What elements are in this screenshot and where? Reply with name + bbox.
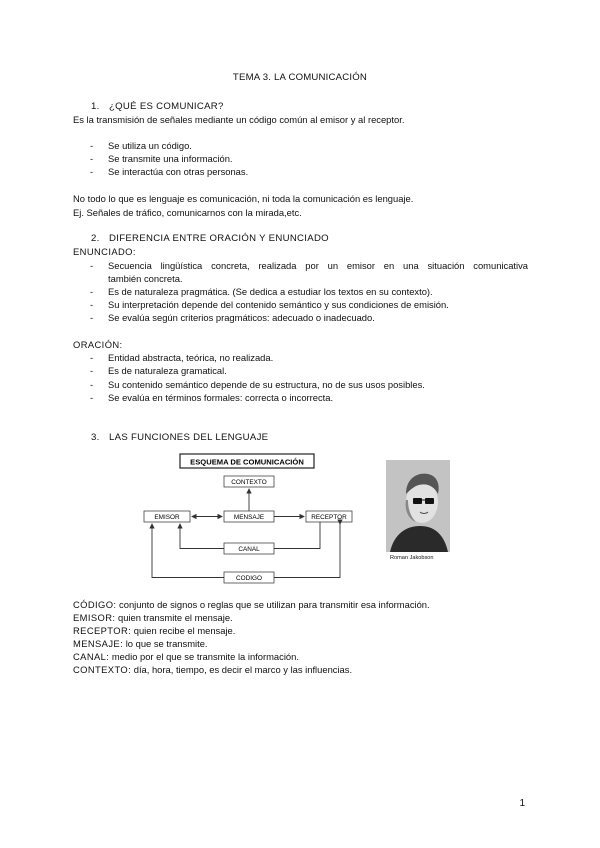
definition-item — [73, 612, 233, 623]
list-item-text: Entidad abstracta, teórica, no realizada. — [108, 352, 274, 363]
example-text: Ej. Señales de tráfico, comunicarnos con la mirada,etc. — [73, 207, 302, 218]
contexto-label: CONTEXTO — [231, 479, 267, 486]
list-item-text: Su interpretación depende del contenido semántico y sus condiciones de emisión. — [108, 299, 449, 310]
diagram-arrows — [152, 489, 340, 578]
list-item-text: Su contenido semántico depende de su estructura, no de sus usos posibles. — [108, 379, 425, 390]
definition-term: CANAL: — [73, 651, 110, 662]
list-item-text: Se evalúa en términos formales: correcta o incorrecta. — [108, 392, 334, 403]
definition-item — [73, 599, 430, 610]
emisor-label: EMISOR — [154, 514, 180, 521]
list-item-text: Secuencia lingüística concreta, realizada por un emisor en una situación comunicativa — [108, 260, 528, 271]
section-2-number: 2. — [91, 233, 100, 244]
section-1-title: ¿QUÉ ES COMUNICAR? — [109, 101, 224, 112]
list-item-text: Es de naturaleza gramatical. — [108, 365, 227, 376]
list-item-text: Se evalúa según criterios pragmáticos: adecuado o inadecuado. — [108, 312, 375, 323]
section-1-heading — [91, 101, 224, 112]
list-item-text: Se interactúa con otras personas. — [108, 166, 249, 177]
section-3-number: 3. — [91, 432, 100, 443]
definition-text: lo que se transmite. — [123, 638, 208, 649]
enunciado-label: ENUNCIADO: — [73, 246, 136, 257]
definition-text: conjunto de signos o reglas que se utilizan para transmitir esa información. — [116, 599, 430, 610]
list-item-text: Se transmite una información. — [108, 153, 233, 164]
diagram-title: ESQUEMA DE COMUNICACIÓN — [190, 457, 304, 467]
note-text: No todo lo que es lenguaje es comunicación, ni toda la comunicación es lenguaje. — [73, 193, 414, 204]
definition-text: día, hora, tiempo, es decir el marco y las influencias. — [131, 664, 353, 675]
definition-term: RECEPTOR: — [73, 625, 132, 636]
jakobson-photo — [386, 460, 450, 552]
definition-term: MENSAJE: — [73, 638, 124, 649]
list-item-text: Es de naturaleza pragmática. (Se dedica a estudiar los textos en su contexto). — [108, 286, 433, 297]
definition-item — [73, 638, 208, 649]
oracion-label: ORACIÓN: — [73, 339, 123, 350]
list-item-text: Se utiliza un código. — [108, 140, 192, 151]
definition-text: quien transmite el mensaje. — [115, 612, 233, 623]
definition-text: quien recibe el mensaje. — [131, 625, 236, 636]
definition-term: CONTEXTO: — [73, 664, 132, 675]
definition-text: Es la transmisión de señales mediante un código común al emisor y al receptor. — [73, 114, 405, 125]
section-2-heading — [91, 233, 329, 244]
definition-term: EMISOR: — [73, 612, 116, 623]
codigo-label: CODIGO — [236, 575, 262, 582]
receptor-label: RECEPTOR — [311, 514, 347, 521]
communication-diagram — [140, 450, 370, 590]
definition-item — [73, 664, 352, 675]
section-3-title: LAS FUNCIONES DEL LENGUAJE — [109, 432, 269, 443]
definition-text: medio por el que se transmite la información. — [109, 651, 299, 662]
canal-label: CANAL — [238, 546, 260, 553]
definition-term: CÓDIGO: — [73, 599, 117, 610]
section-3-heading — [91, 432, 268, 443]
mensaje-label: MENSAJE — [233, 514, 265, 521]
page-title: TEMA 3. LA COMUNICACIÓN — [232, 72, 368, 83]
photo-caption: Roman Jakobson — [390, 555, 434, 561]
definition-item — [73, 625, 235, 636]
definition-item — [73, 651, 299, 662]
page-number: 1 — [519, 798, 525, 809]
section-2-title: DIFERENCIA ENTRE ORACIÓN Y ENUNCIADO — [109, 233, 329, 244]
section-1-number: 1. — [91, 101, 100, 112]
list-item-text: también concreta. — [108, 273, 183, 284]
